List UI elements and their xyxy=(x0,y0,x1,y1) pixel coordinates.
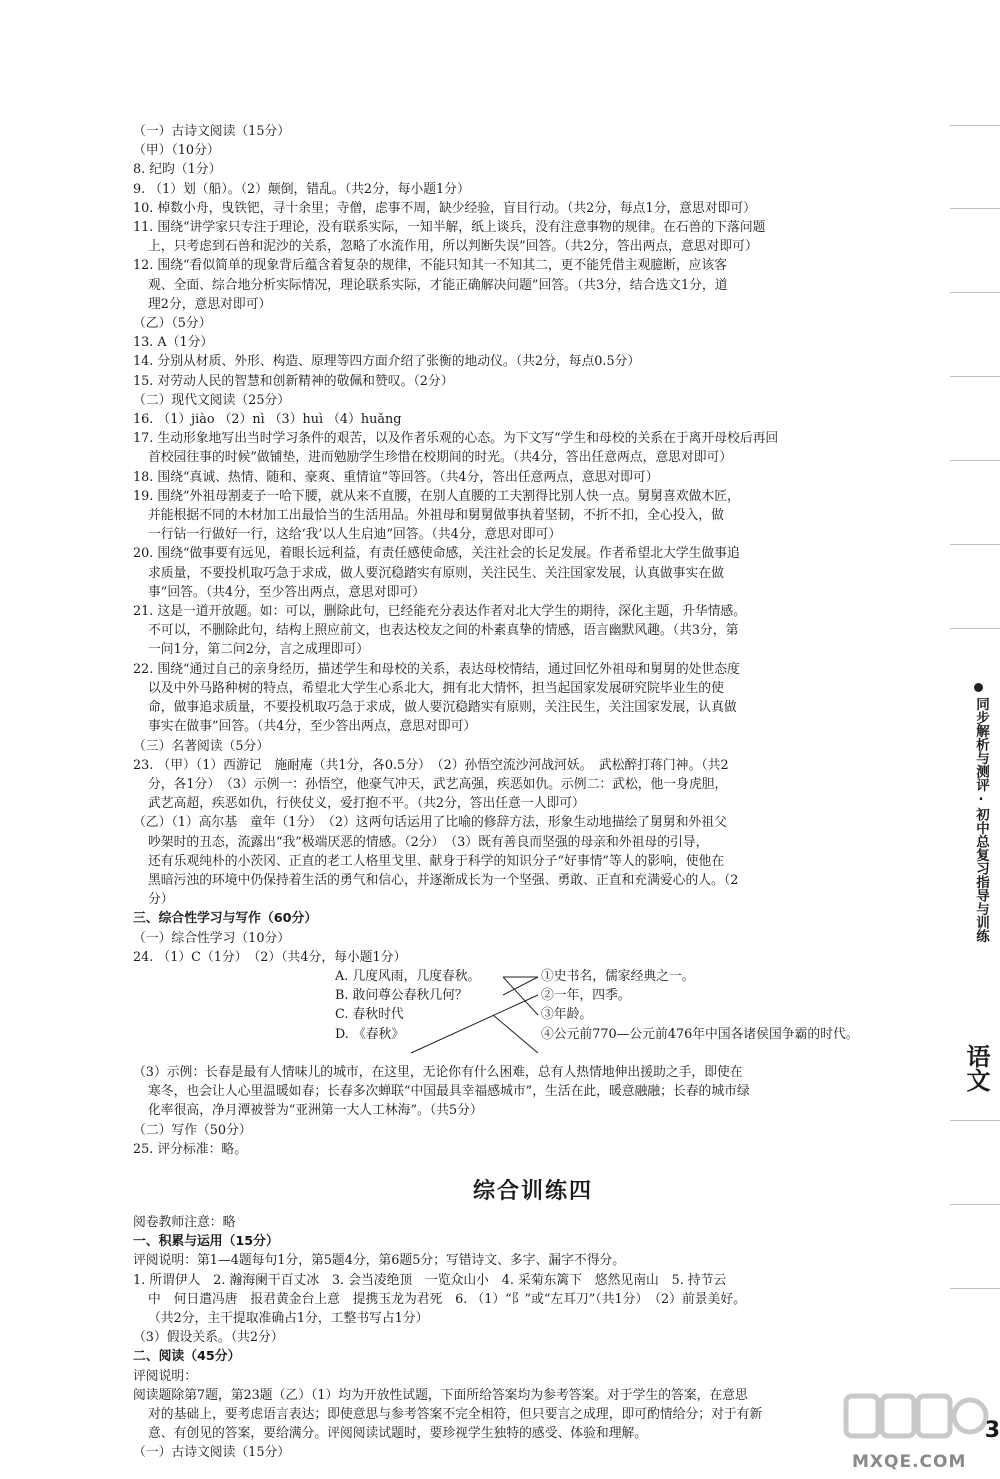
answer-line: 观、全面、综合地分析实际情况，理论联系实际，才能正确解决问题”回答。（共3分，结合选文1分，道 xyxy=(148,277,728,293)
margin-dash xyxy=(950,460,1000,461)
answer-line: 24. （1）C（1分） （2）（共4分，每小题1分） xyxy=(133,949,407,965)
answer-line: 以及中外马路种树的特点，希望北大学生心系北大，拥有北大情怀，担当起国家发展研究院毕业生的使 xyxy=(148,680,724,696)
answer-line: 一问1分，第二问2分，言之成理即可） xyxy=(148,642,370,658)
margin-dash xyxy=(950,376,1000,377)
answer-line: 分，各1分） （3）示例一：孙悟空，他豪气冲天，武艺高强，疾恶如仇。示例二：武松，他一身虎胆， xyxy=(148,776,728,792)
answer-line: 不可以，不删除此句，结构上照应前文，也表达校友之间的朴素真挚的情感，语言幽默风趣。（共3分，第 xyxy=(148,623,739,639)
answer-line: 评阅说明： xyxy=(133,1368,197,1384)
section-heading: 二、阅读（45分） xyxy=(133,1349,241,1365)
answer-line: 中 何日遣冯唐 报君黄金台上意 提携玉龙为君死 6. （1）“阝”或“左耳刀”（共1分） （2）前景美好。 xyxy=(148,1291,746,1307)
match-right-item: ④公元前770—公元前476年中国各诸侯国争霸的时代。 xyxy=(541,1026,859,1042)
answer-line: 上，只考虑到石兽和泥沙的关系，忽略了水流作用，所以判断失误”回答。（共2分，答出两点，意思对即可） xyxy=(148,239,758,255)
subsection-heading: （二）写作（50分） xyxy=(133,1122,252,1138)
answer-line: 并能根据不同的木材加工出最恰当的生活用品。外祖母和舅舅做事执着坚韧，不折不扣，全心投入，做 xyxy=(148,508,724,524)
margin-dash xyxy=(950,208,1000,209)
answer-line: 25. 评分标准：略。 xyxy=(133,1141,247,1157)
match-left-item: C. 春秋时代 xyxy=(335,1007,404,1023)
answer-line: 23. （甲）（1）西游记 施耐庵（共1分，各0.5分） （2）孙悟空流沙河战河妖。 武松醉打蒋门神。（共2 xyxy=(133,757,729,773)
answer-line: 命，做事追求质量，不要投机取巧急于求成，做人要沉稳踏实有原则，关注民生，关注国家发展，认真做 xyxy=(148,700,737,716)
section-heading: 三、综合性学习与写作（60分） xyxy=(133,911,318,927)
match-right-item: ②一年，四季。 xyxy=(541,988,631,1004)
answer-line: 16. （1）jiào （2）nì （3）huì （4）huǎng xyxy=(133,412,402,428)
answer-line: 8. 纪昀（1分） xyxy=(133,162,222,178)
answer-line: 对的基础上，要考虑语言表达；即使意思与参考答案不完全相符，但只要言之成理，即可酌情给分；对于有新 xyxy=(148,1406,763,1422)
answer-line: （甲）（10分） xyxy=(133,143,220,159)
answer-line: （3）示例：长春是最有人情味儿的城市，在这里，无论你有什么困难，总有人热情地伸出援助之手，即使在 xyxy=(133,1064,743,1080)
answer-line: （乙）（5分） xyxy=(133,316,212,332)
answer-line: 一行钻一行做好一行，这给‘我’以人生启迪”回答。（共4分，意思对即可） xyxy=(148,527,562,543)
answer-line: 21. 这是一道开放题。如：可以，删除此句，已经能充分表达作者对北大学生的期待，深化主题，升华情感。 xyxy=(133,604,747,620)
section-title: 综合训练四 xyxy=(472,1177,593,1204)
answer-line: 寒冬，也会让人心里温暖如春；长春多次蝉联“中国最具幸福感城市”，生活在此，暖意融融；长春的城市绿 xyxy=(148,1084,750,1100)
answer-line: 吵架时的丑态，流露出“我”极端厌恶的情感。（2分） （3）既有善良而坚强的母亲和外祖母的引导， xyxy=(148,834,709,850)
answer-line: 18. 围绕“真诚、热情、随和、豪爽、重情谊”等回答。（共4分，答出任意两点，意思对即可） xyxy=(133,469,659,485)
answer-line: 意、有创见的答案，要给满分。评阅阅读试题时，要珍视学生独特的感受、体验和理解。 xyxy=(148,1426,648,1442)
answer-line: 求质量，不要投机取巧急于求成，做人要沉稳踏实有原则，关注民生、关注国家发展，认真做事实在做 xyxy=(148,565,724,581)
answer-page-body xyxy=(133,122,933,1463)
watermark-text: MXQE.COM xyxy=(852,1452,967,1472)
sidebar-margin xyxy=(948,0,1000,1479)
answer-line: （3）假设关系。（共2分） xyxy=(133,1330,284,1346)
answer-lines-part1 xyxy=(133,122,933,909)
answer-line: 9. （1）划（船）。（2）颠倒，错乱。（共2分，每小题1分） xyxy=(133,181,470,197)
answer-line: 黑暗污浊的环境中仍保持着生活的勇气和信心，并逐渐成长为一个坚强、勇敢、正直和充满爱心的人。（2 xyxy=(148,872,739,888)
bullet-dot-icon xyxy=(974,683,983,692)
answer-line: （乙）（1）高尔基 童年（1分） （2）这两句话运用了比喻的修辞方法，形象生动地描绘了舅舅和外祖父 xyxy=(133,815,727,831)
book-title-vertical: 同步解析与测评·初中总复习指导与训练 xyxy=(973,697,989,943)
match-right-item: ①史书名，儒家经典之一。 xyxy=(541,968,695,984)
match-left-item: B. 敢问尊公春秋几何？ xyxy=(335,988,468,1004)
margin-dash xyxy=(950,1120,1000,1121)
answer-line: （共2分，主干提取准确占1分，工整书写占1分） xyxy=(148,1310,429,1326)
subsection-heading: （一）综合性学习（10分） xyxy=(133,930,291,946)
answer-line: 武艺高超，疾恶如仇，行侠仗义，爱打抱不平。（共2分，答出任意一人即可） xyxy=(148,796,585,812)
answer-line: 阅卷教师注意：略 xyxy=(133,1214,236,1230)
match-left-item: A. 几度风雨，几度春秋。 xyxy=(335,968,481,984)
margin-dash xyxy=(950,628,1000,629)
match-left-item: D. 《春秋》 xyxy=(335,1026,405,1042)
answer-line: 分） xyxy=(148,892,174,908)
answer-line: 12. 围绕“看似简单的现象背后蕴含着复杂的规律，不能只知其一不知其二，更不能凭借主观臆断，应该客 xyxy=(133,258,728,274)
answer-line: 19. 围绕“外祖母割麦子一哈下腰，就从来不直腰，在别人直腰的工夫割得比别人快一点。舅舅喜欢做木匠， xyxy=(133,488,740,504)
answer-line: 理2分，意思对即可） xyxy=(148,296,272,312)
page-number: 3 xyxy=(984,1418,1000,1443)
answer-line: 14. 分别从材质、外形、构造、原理等四方面介绍了张衡的地动仪。（共2分，每点0.5分） xyxy=(133,354,641,370)
answer-line: 15. 对劳动人民的智慧和创新精神的敬佩和赞叹。（2分） xyxy=(133,373,454,389)
margin-dash xyxy=(950,544,1000,545)
answer-line: 17. 生动形象地写出当时学习条件的艰苦，以及作者乐观的心态。为下文写“学生和母校的关系在于离开母校后再回 xyxy=(133,431,779,447)
margin-dash xyxy=(950,125,1000,126)
answer-lines-part2 xyxy=(133,1213,933,1463)
answer-line: 1. 所谓伊人 2. 瀚海阑干百丈冰 3. 会当凌绝顶 一览众山小 4. 采菊东篱下 悠然见南山 5. 持节云 xyxy=(133,1272,727,1288)
answer-line: 阅读题除第7题，第23题（乙）（1）均为开放性试题，下面所给答案均为参考答案。对于学生的答案，在意思 xyxy=(133,1387,748,1403)
answer-line: （一）古诗文阅读（15分） xyxy=(133,124,291,139)
answer-line: （一）古诗文阅读（15分） xyxy=(133,1445,291,1461)
answer-line: 评阅说明：第1—4题每句1分，第5题4分，第6题5分；写错诗文、多字、漏字不得分。 xyxy=(133,1253,626,1269)
answer-line: 化率很高，净月潭被誉为“亚洲第一大人工林海”。（共5分） xyxy=(148,1103,483,1119)
answer-line: （二）现代文阅读（25分） xyxy=(133,392,291,408)
subject-label: 语文 xyxy=(962,1044,990,1092)
margin-dash xyxy=(950,1288,1000,1289)
margin-dash xyxy=(950,1204,1000,1205)
margin-dash xyxy=(950,292,1000,293)
answer-line: 10. 棹数小舟，曳铁钯，寻十余里；寺僧，虑事不周，缺少经验，盲目行动。（共2分，每点1分，意思对即可） xyxy=(133,200,756,216)
answer-line: 20. 围绕“做事要有远见，着眼长远利益，有责任感使命感，关注社会的长足发展。作者希望北大学生做事追 xyxy=(133,546,740,562)
answer-line: （三）名著阅读（5分） xyxy=(133,738,270,754)
answer-line: 事实在做事”回答。（共4分，至少答出两点，意思对即可） xyxy=(148,719,477,735)
answer-line: 事”回答。（共4分，至少答出两点，意思对即可） xyxy=(148,584,426,600)
answer-line: 13. A（1分） xyxy=(133,335,214,351)
answer-line: 22. 围绕“通过自己的亲身经历，描述学生和母校的关系，表达母校情结，通过回忆外祖母和舅舅的处世态度 xyxy=(133,661,740,677)
match-right-item: ③年龄。 xyxy=(541,1007,593,1023)
answer-line: 11. 围绕“讲学家只专注于理论，没有联系实际，一知半解，纸上谈兵，没有注意事物的规律。在石兽的下落问题 xyxy=(133,220,766,236)
matching-exercise xyxy=(133,967,933,1063)
answer-line: 还有乐观纯朴的小茨冈、正直的老工人格里戈里、献身于科学的知识分子“好事情”等人的影响，使他在 xyxy=(148,853,725,869)
section-heading: 一、积累与运用（15分） xyxy=(133,1234,279,1250)
answer-line: 首校园往事的时候”做铺垫，进而勉励学生珍惜在校期间的时光。（共4分，答出任意两点，意思对即可） xyxy=(148,450,733,466)
